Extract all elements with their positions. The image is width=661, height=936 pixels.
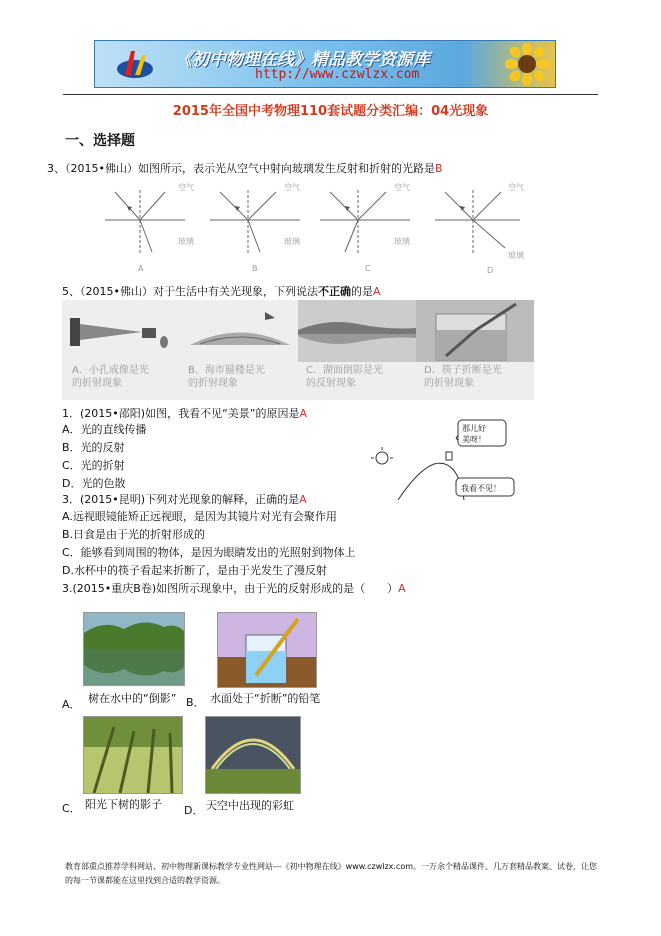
- site-banner: [94, 40, 556, 88]
- chopstick-image-panel: [416, 300, 534, 400]
- diagram-label-a: A: [138, 264, 144, 273]
- caption-d-line1: D．筷子折断是光: [424, 365, 502, 376]
- caption-c-line1: C．湖面倒影是光: [306, 365, 383, 376]
- mirage-image-panel: [180, 300, 298, 400]
- option-d: D.水杯中的筷子看起来折断了，是由于光发生了漫反射: [62, 564, 327, 577]
- option-d: D．光的色散: [62, 477, 126, 490]
- rainbow-photo: [205, 716, 301, 794]
- question-text: 3、（2015•佛山）如图所示，表示光从空气中射向玻璃发生反射和折射的光路是: [47, 162, 435, 175]
- air-label-d: 空气: [508, 183, 524, 192]
- diagram-label-b: B: [252, 264, 258, 273]
- option-a: A.远视眼镜能矫正远视眼，是因为其镜片对光有会聚作用: [62, 510, 337, 523]
- question-text: 3．(2015•昆明)下列对光现象的解释，正确的是: [62, 493, 300, 506]
- choice-a-letter: A．: [62, 698, 81, 711]
- air-label-a: 空气: [178, 183, 194, 192]
- air-label-c: 空气: [394, 183, 410, 192]
- glass-label-b: 玻璃: [284, 237, 300, 246]
- caption-d-line2: 的折射现象: [424, 378, 474, 389]
- glass-label-d: 玻璃: [508, 251, 524, 260]
- caption-c: [306, 364, 383, 390]
- page-footer: 教育部重点推荐学科网站、初中物理新课标教学专业性网站---《初中物理在线》www.czwlzx.com。一万余个精品课件、几万套精品教案、试卷，让您的每一节课都能在这里找到合适的教学资源。: [65, 862, 598, 885]
- caption-b-line2: 的折射现象: [188, 378, 238, 389]
- question-3-chongqing: [62, 580, 406, 596]
- choice-d-letter: D．: [184, 804, 204, 817]
- question-text: 5、（2015•佛山）对于生活中有关光现象，下列说法: [62, 285, 318, 298]
- site-logo-icon: [115, 47, 155, 81]
- option-b: B.日食是由于光的折射形成的: [62, 528, 206, 541]
- chopstick-glass-icon: [416, 300, 534, 362]
- choice-c-letter: C．: [62, 802, 81, 815]
- choice-b-caption: 水面处于“折断”的铅笔: [210, 692, 321, 705]
- question-emphasis: 不正确: [317, 285, 351, 298]
- sunflower-icon: [505, 43, 549, 85]
- option-c: C．能够看到周围的物体，是因为眼睛发出的光照射到物体上: [62, 546, 356, 559]
- option-c: C．光的折射: [62, 459, 125, 472]
- answer: B: [434, 162, 443, 175]
- pinhole-image-panel: [62, 300, 180, 400]
- question-3-foshan: [47, 160, 443, 176]
- question-text: 3.(2015•重庆B卷)如图所示现象中，由于光的反射形成的是（ ）: [62, 582, 399, 595]
- diagram-label-c: C: [365, 264, 371, 273]
- answer: A: [299, 493, 307, 506]
- banner-url[interactable]: http://www.czwlzx.com: [255, 67, 420, 82]
- mirage-icon: [180, 300, 298, 362]
- question-1-shaoyang: [62, 405, 307, 421]
- caption-c-line2: 的反射现象: [306, 378, 356, 389]
- bubble-line2: 美呀！: [462, 435, 486, 444]
- bubble-line1: 那儿好: [462, 424, 486, 433]
- tree-shadow-photo: [83, 716, 183, 794]
- caption-a: [72, 364, 149, 390]
- answer: A: [299, 407, 307, 420]
- question-5-foshan: [62, 283, 381, 299]
- answer: A: [398, 582, 406, 595]
- option-b: B．光的反射: [62, 441, 125, 454]
- caption-b-line1: B．海市蜃楼是光: [188, 365, 265, 376]
- document-title: 2015年全国中考物理110套试题分类汇编：04光现象: [172, 104, 489, 119]
- light-path-diagrams: [100, 180, 520, 280]
- question-text-end: 的是: [350, 285, 373, 298]
- choice-b-letter: B．: [186, 696, 205, 709]
- caption-d: [424, 364, 502, 390]
- pencil-in-water-photo: [217, 612, 317, 688]
- glass-label-c: 玻璃: [394, 237, 410, 246]
- section-heading: 一、选择题: [65, 133, 135, 149]
- caption-a-line1: A．小孔成像是光: [72, 365, 149, 376]
- option-a: A．光的直线传播: [62, 423, 147, 436]
- choice-a-caption: 树在水中的“倒影”: [88, 692, 177, 705]
- choice-d-caption: 天空中出现的彩虹: [206, 799, 294, 812]
- glass-label-a: 玻璃: [178, 237, 194, 246]
- question-3-kunming: [62, 491, 307, 507]
- speech-bubble-cant-see: 我看不见！: [461, 484, 501, 493]
- answer: A: [372, 285, 381, 298]
- caption-b: [188, 364, 265, 390]
- choice-c-caption: 阳光下树的影子: [85, 798, 162, 811]
- banner-title: 《初中物理在线》精品教学资源库: [175, 50, 430, 70]
- tree-reflection-photo: [83, 612, 185, 686]
- diagram-label-d: D: [487, 266, 494, 275]
- air-label-b: 空气: [284, 183, 300, 192]
- speech-bubble-beautiful: [462, 423, 486, 445]
- lake-reflection-image-panel: [298, 300, 416, 400]
- caption-a-line2: 的折射现象: [72, 378, 122, 389]
- lake-reflection-icon: [298, 300, 416, 362]
- header-divider: [63, 94, 598, 95]
- pinhole-camera-icon: [62, 300, 180, 362]
- question-text: 1．(2015•邵阳)如图，我看不见“美景”的原因是: [62, 407, 300, 420]
